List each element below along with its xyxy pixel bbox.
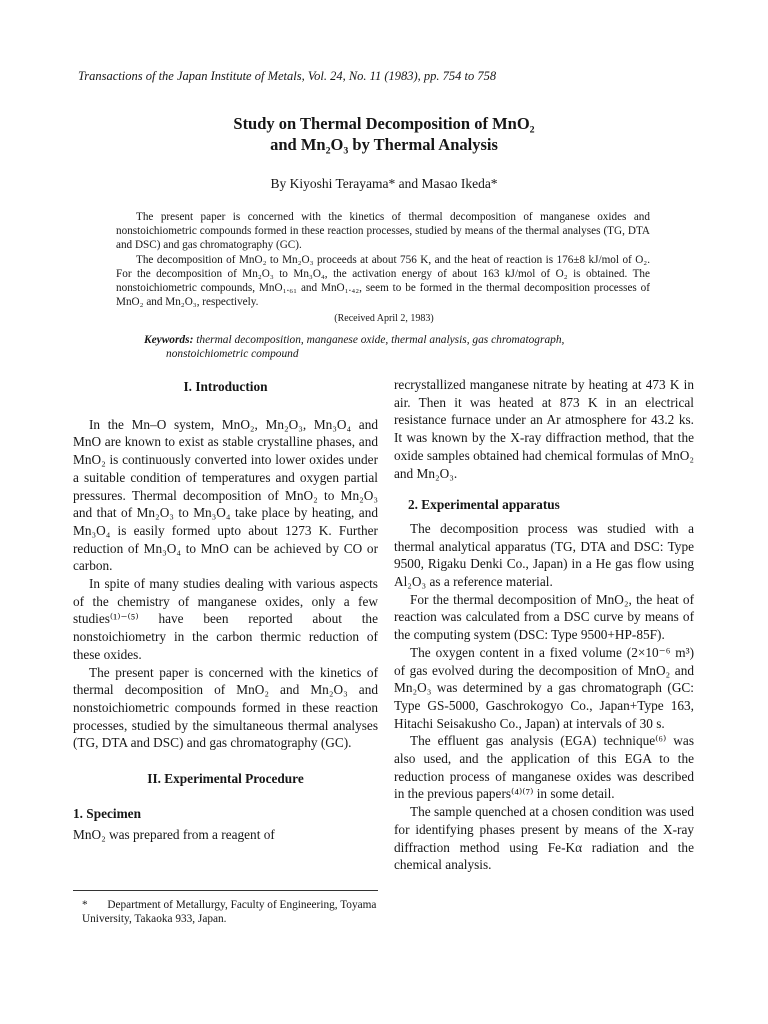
intro-paragraph-3: The present paper is concerned with the kinetics of thermal decomposition of MnO₂ and Mn₂O₃ and nonstoichiometric compounds formed in these reaction processes, studied by the simultaneous thermal analyses (TG, DTA and DSC) and gas chromatography (GC). — [73, 664, 378, 751]
apparatus-paragraph-3: The oxygen content in a fixed volume (2×10⁻⁶ m³) of gas evolved during the decomposition of MnO₂ and Mn₂O₃ was determined by a gas chromatograph (GC: Type GS-5000, Gaschrokogyo Co., Japan+Type 163, Hitachi Seisakusho Co., Japan) at intervals of 30 s. — [394, 644, 694, 731]
paper-title-line1: Study on Thermal Decomposition of MnO₂ — [233, 114, 535, 133]
subsection-heading-apparatus: 2. Experimental apparatus — [408, 497, 560, 513]
subsection-heading-specimen: 1. Specimen — [73, 805, 141, 821]
intro-paragraph-1: In the Mn–O system, MnO₂, Mn₂O₃, Mn₃O₄ and MnO are known to exist as stable crystalline phases, and MnO₂ is continuously converted into lower oxides under a suitable condition of temperatures and oxygen partial pressures. Thermal decomposition of MnO₂ to Mn₂O₃ and that of Mn₂O₃ to Mn₃O₄ take place by heating, and Mn₃O₄ is easily formed upto about 1273 K. Further reduction of Mn₃O₄ to MnO can be achieved by CO or carbon. — [73, 416, 378, 574]
apparatus-paragraph-2: For the thermal decomposition of MnO₂, the heat of reaction was calculated from a DSC curve by means of the computing system (DSC: Type 9500+HP-85F). — [394, 591, 694, 643]
apparatus-paragraph-5: The sample quenched at a chosen condition was used for identifying phases present by means of the X-ray diffraction method using Fe-Kα radiation and the chemical analysis. — [394, 804, 694, 873]
authors: By Kiyoshi Terayama* and Masao Ikeda* — [270, 176, 498, 191]
section-heading-experimental: II. Experimental Procedure — [147, 771, 304, 787]
specimen-paragraph: MnO₂ was prepared from a reagent of — [73, 827, 275, 843]
intro-paragraph-2: In spite of many studies dealing with various aspects of the chemistry of manganese oxides, only a few studies⁽¹⁾⁻⁽⁵⁾ have been reported about the nonstoichiometry in the carbon thermic reduction of these oxides. — [73, 576, 378, 662]
section-heading-introduction: I. Introduction — [183, 379, 268, 394]
keywords — [144, 333, 664, 361]
footnote-divider — [73, 890, 378, 891]
abstract-paragraph-2: The decomposition of MnO₂ to Mn₂O₃ proceeds at about 756 K, and the heat of reaction is 176±8 kJ/mol of O₂. For the decomposition of Mn₂O₃ to Mn₃O₄, the activation energy of about 163 kJ/mol of O₂ is obtained. The nonstoichiometric compounds, MnO₁.₆₁ and MnO₁.₄₂, seem to be formed in the thermal decomposition processes of MnO₂ and Mn₂O₃, respectively. — [116, 253, 650, 309]
footnote-text: Department of Metallurgy, Faculty of Engineering, Toyama University, Takaoka 933, Japan. — [82, 899, 377, 926]
right-column — [394, 376, 694, 874]
abstract — [116, 210, 650, 309]
received-date: (Received April 2, 1983) — [334, 313, 434, 324]
apparatus-paragraph-1: The decomposition process was studied with a thermal analytical apparatus (TG, DTA and DSC: Type 9500, Rigaku Denki Co., Japan) in a He gas flow using Al₂O₃ as a reference material. — [394, 520, 694, 590]
keywords-line1: thermal decomposition, manganese oxide, thermal analysis, gas chromatograph, — [196, 334, 565, 346]
journal-citation: Transactions of the Japan Institute of Metals, Vol. 24, No. 11 (1983), pp. 754 to 758 — [78, 69, 497, 83]
apparatus-paragraph-4: The effluent gas analysis (EGA) technique⁽⁶⁾ was also used, and the application of this EGA to the reduction process of manganese oxides was described in the previous papers⁽⁴⁾⁽⁷⁾ in some detail. — [394, 733, 694, 802]
paper-title-line2: and Mn₂O₃ by Thermal Analysis — [270, 135, 498, 154]
abstract-paragraph-1: The present paper is concerned with the kinetics of thermal decomposition of manganese oxides and nonstoichiometric compounds formed in these reaction processes, studied by means of the thermal analyses (TG, DTA and DSC) and gas chromatography (GC). — [116, 211, 650, 252]
specimen-continued: recrystallized manganese nitrate by heating at 473 K in air. Then it was heated at 873 K in an electrical resistance furnace under an Ar atmosphere for 43.2 ks. It was known by the X-ray diffraction method, that the oxide samples obtained had chemical formulas of MnO₂ and Mn₂O₃. — [394, 377, 694, 481]
keywords-line2: nonstoichiometric compound — [166, 348, 299, 360]
footnote-marker: * — [82, 899, 88, 911]
keywords-label: Keywords: — [144, 334, 194, 346]
left-column — [73, 378, 378, 844]
affiliation-footnote — [82, 898, 377, 926]
